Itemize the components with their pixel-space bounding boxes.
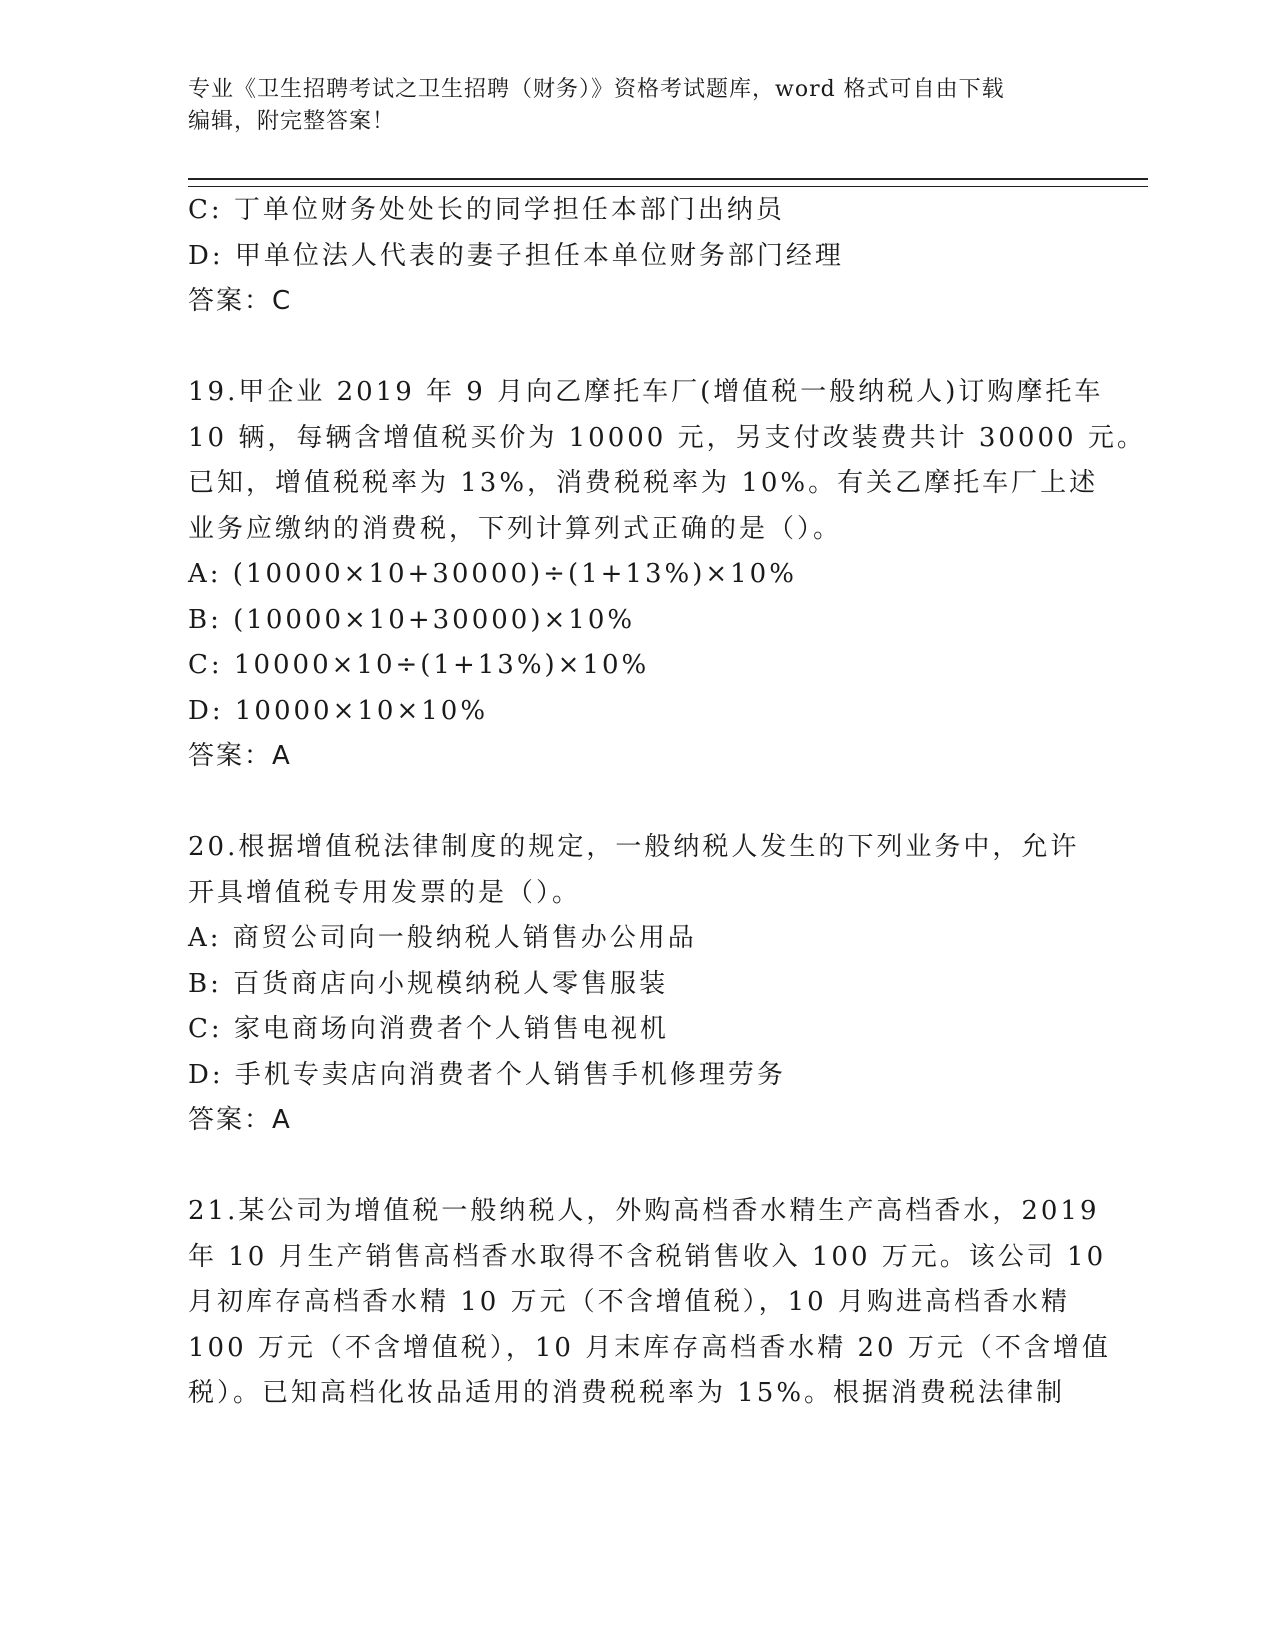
- question-stem-line: 业务应缴纳的消费税，下列计算列式正确的是（）。: [188, 513, 843, 544]
- spacer: [188, 325, 1078, 371]
- question-stem-line: 已知，增值税税率为 13%，消费税税率为 10%。有关乙摩托车厂上述: [188, 468, 1099, 498]
- question-stem-line: 20.根据增值税法律制度的规定，一般纳税人发生的下列业务中，允许: [188, 832, 1080, 862]
- option-d: D: 10000×10×10%: [188, 695, 489, 726]
- option-d: D: 手机专卖店向消费者个人销售手机修理劳务: [188, 1059, 786, 1090]
- question-stem-line: 月初库存高档香水精 10 万元（不含增值税），10 月购进高档香水精: [188, 1287, 1070, 1317]
- question-20: [188, 825, 1078, 1144]
- question-stem-line: 开具增值税专用发票的是（）。: [188, 877, 582, 908]
- question-19: [188, 370, 1146, 780]
- question-stem-line: 税）。已知高档化妆品适用的消费税税率为 15%。根据消费税法律制: [188, 1378, 1066, 1408]
- option-d: D: 甲单位法人代表的妻子担任本单位财务部门经理: [188, 240, 844, 271]
- question-stem-line: 100 万元（不含增值税），10 月末库存高档香水精 20 万元（不含增值: [188, 1332, 1111, 1363]
- question-stem-line: 19.甲企业 2019 年 9 月向乙摩托车厂(增值税一般纳税人)订购摩托车: [188, 377, 1104, 407]
- option-b: B: (10000×10+30000)×10%: [188, 604, 636, 635]
- spacer: [188, 1144, 1078, 1190]
- option-c: C: 丁单位财务处处长的同学担任本部门出纳员: [188, 195, 785, 225]
- answer-label: 答案：A: [188, 1105, 292, 1135]
- question-18-tail: [188, 188, 1078, 325]
- option-a: A: 商贸公司向一般纳税人销售办公用品: [188, 923, 697, 953]
- option-a: A: (10000×10+30000)÷(1+13%)×10%: [188, 559, 797, 589]
- page-header: [188, 74, 1068, 138]
- question-stem-line: 10 辆，每辆含增值税买价为 10000 元，另支付改装费共计 30000 元。: [188, 422, 1146, 453]
- question-content: [188, 188, 1146, 1417]
- option-c: C: 10000×10÷(1+13%)×10%: [188, 650, 650, 680]
- question-stem-line: 年 10 月生产销售高档香水取得不含税销售收入 100 万元。该公司 10: [188, 1241, 1107, 1272]
- answer-label: 答案：C: [188, 286, 293, 316]
- header-line-2: 编辑，附完整答案！: [188, 109, 396, 134]
- option-b: B: 百货商店向小规模纳税人零售服装: [188, 968, 669, 999]
- question-stem-line: 21.某公司为增值税一般纳税人，外购高档香水精生产高档香水，2019: [188, 1196, 1100, 1226]
- option-c: C: 家电商场向消费者个人销售电视机: [188, 1014, 669, 1044]
- header-line-1: 专业《卫生招聘考试之卫生招聘（财务）》资格考试题库，word 格式可自由下载: [188, 77, 1005, 102]
- question-21: [188, 1189, 1111, 1417]
- header-divider: [188, 178, 1148, 187]
- answer-label: 答案：A: [188, 741, 292, 771]
- spacer: [188, 780, 1078, 826]
